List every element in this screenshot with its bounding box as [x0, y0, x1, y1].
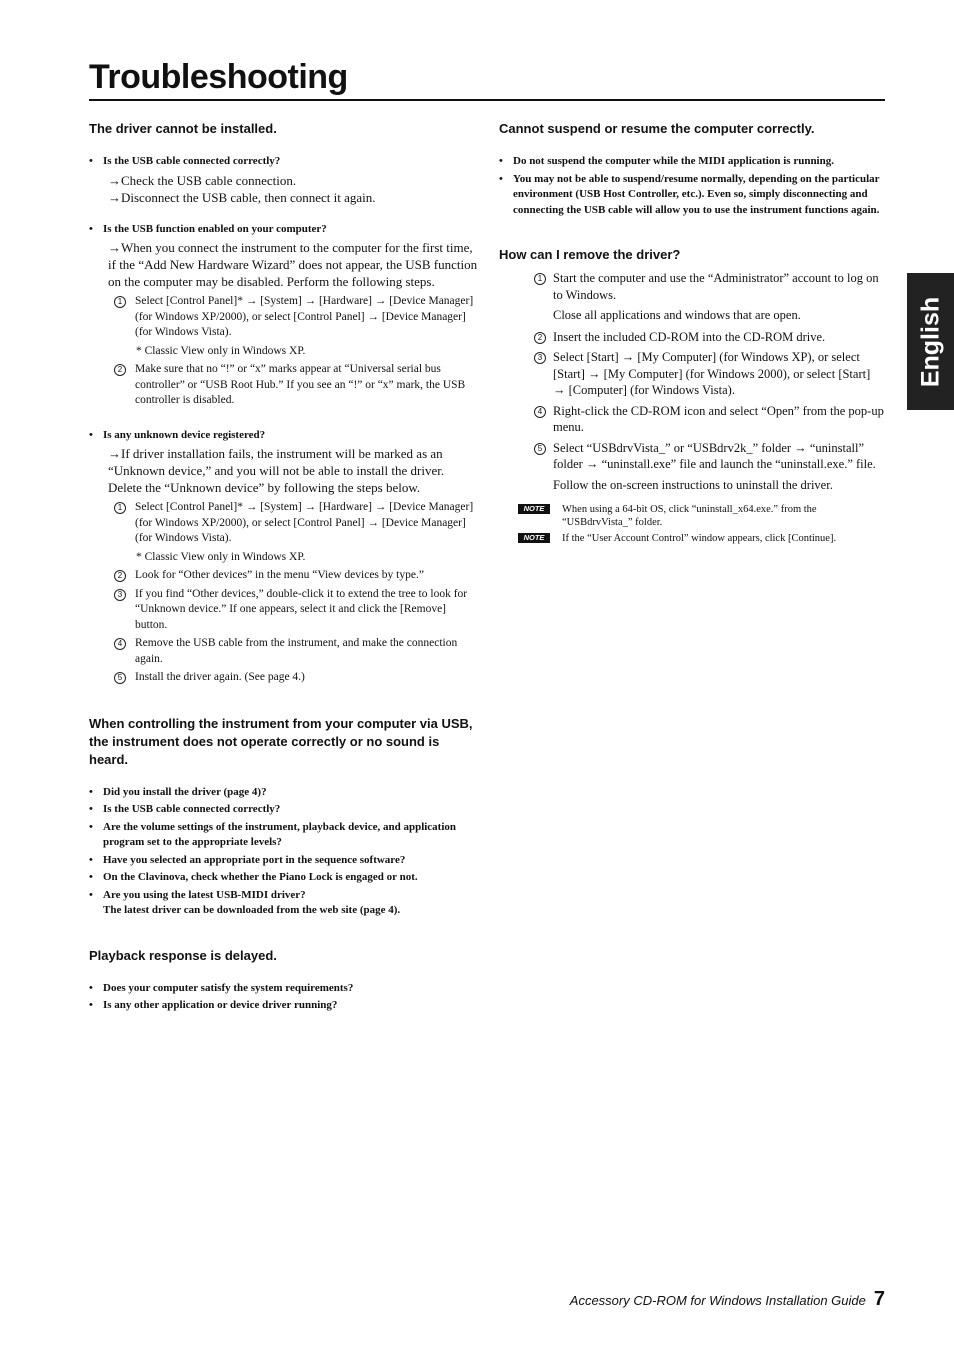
step-text: Make sure that no “!” or “x” marks appear at “Universal serial bus controller” or “USB Root Hub.” If you see an “!” or “x” mark, the USB controller is disabled. [135, 363, 466, 406]
step-text: Select “USBdrvVista_” or “USBdrv2k_” folder → “uninstall” folder → “uninstall.exe” file and launch the “uninstall.exe.” file. [553, 440, 876, 471]
step-item [89, 362, 479, 409]
step-text: Start the computer and use the “Administrator” account to log on to Windows. [553, 271, 879, 302]
step-note: Follow the on-screen instructions to uninstall the driver. [553, 477, 833, 492]
step-text: Select [Control Panel]* → [System] → [Hardware] → [Device Manager] (for Windows XP/2000), or select [Control Panel] → [Device Manager] (for Windows Vista). [135, 295, 474, 338]
step-number: 3 [114, 589, 126, 601]
step-item [499, 403, 885, 436]
question-item: • Did you install the driver (page 4)? [89, 785, 479, 801]
step-number: 5 [114, 672, 126, 684]
step-number: 5 [534, 443, 546, 455]
step-item [89, 587, 479, 634]
right-column [499, 120, 885, 548]
section-heading-install: The driver cannot be installed. [89, 121, 277, 136]
section-heading-no-sound: When controlling the instrument from your computer via USB, the instrument does not operate correctly or no sound is heard. [89, 715, 473, 767]
question-extra: The latest driver can be downloaded from the web site (page 4). [103, 904, 401, 916]
step-number: 2 [114, 364, 126, 376]
step-item [89, 568, 479, 584]
step-number: 1 [534, 273, 546, 285]
step-number: 4 [534, 406, 546, 418]
question-item: • Are the volume settings of the instrument, playback device, and application program set to the appropriate levels? [89, 820, 479, 851]
question-item: • Is any other application or device driver running? [89, 998, 479, 1014]
question-item [89, 888, 479, 919]
question-item: • Do not suspend the computer while the MIDI application is running. [499, 154, 885, 170]
step-text: Right-click the CD-ROM icon and select “Open” from the pop-up menu. [553, 403, 884, 434]
step-item [499, 270, 885, 303]
step-text: Remove the USB cable from the instrument, and make the connection again. [135, 637, 458, 665]
left-column [89, 120, 479, 1016]
step-item [89, 636, 479, 667]
step-text: Look for “Other devices” in the menu “View devices by type.” [135, 569, 424, 581]
step-text: Select [Control Panel]* → [System] → [Hardware] → [Device Manager] (for Windows XP/2000), or select [Control Panel] → [Device Manager] (for Windows Vista). [135, 501, 474, 544]
section-heading-remove-driver: How can I remove the driver? [499, 247, 681, 262]
step-item [89, 294, 479, 341]
step-text: Insert the included CD-ROM into the CD-ROM drive. [553, 329, 826, 344]
footnote: * Classic View only in Windows XP. [136, 344, 306, 357]
step-text: If you find “Other devices,” double-click it to extend the tree to look for “Unknown device.” If one appears, select it and click the [Remove] button. [135, 587, 468, 631]
step-number: 1 [114, 296, 126, 308]
answer-text: →If driver installation fails, the instrument will be marked as an “Unknown device,” and you will not be able to install the driver. Delete the “Unknown device” by following the steps below. [108, 446, 445, 495]
section-heading-playback: Playback response is delayed. [89, 947, 277, 963]
note-icon: NOTE [518, 504, 550, 514]
step-text: Select [Start] → [My Computer] (for Windows XP), or select [Start] → [My Computer] (for Windows 2000), or select [Start] → [Computer] (for Windows Vista). [553, 350, 871, 397]
note-text: If the “User Account Control” window appears, click [Continue]. [562, 533, 837, 544]
title-rule [89, 99, 885, 101]
question-item: • On the Clavinova, check whether the Piano Lock is engaged or not. [89, 870, 479, 886]
step-item [89, 670, 479, 686]
step-number: 1 [114, 502, 126, 514]
section-heading-suspend: Cannot suspend or resume the computer correctly. [499, 121, 815, 136]
language-tab [907, 273, 954, 410]
step-item [499, 329, 885, 346]
note-icon: NOTE [518, 533, 550, 543]
question-item: • Have you selected an appropriate port in the sequence software? [89, 853, 479, 869]
page-number: 7 [873, 1288, 885, 1310]
answer-text: →Disconnect the USB cable, then connect it again. [108, 189, 376, 205]
note-text: When using a 64-bit OS, click “uninstall_x64.exe.” from the “USBdrvVista_” folder. [562, 504, 817, 528]
answer-text: →Check the USB cable connection. [108, 172, 297, 188]
footnote: * Classic View only in Windows XP. [136, 550, 306, 563]
step-item [499, 349, 885, 399]
step-note: Close all applications and windows that are open. [553, 308, 801, 322]
question-item: • Does your computer satisfy the system requirements? [89, 981, 479, 997]
note-item [499, 503, 885, 529]
page-footer [570, 1286, 885, 1314]
page-title: Troubleshooting [89, 58, 348, 96]
question-usb-cable: • Is the USB cable connected correctly? [89, 154, 479, 170]
footer-title: Accessory CD-ROM for Windows Installation Guide [569, 1293, 866, 1308]
language-tab-label: English [916, 296, 945, 388]
step-item [499, 440, 885, 473]
question-text: Are you using the latest USB-MIDI driver? [103, 888, 306, 901]
question-unknown-device: • Is any unknown device registered? [89, 428, 479, 444]
step-text: Install the driver again. (See page 4.) [135, 671, 305, 683]
question-usb-function: • Is the USB function enabled on your computer? [89, 222, 479, 238]
step-number: 2 [114, 570, 126, 582]
step-number: 3 [534, 352, 546, 364]
question-item: • You may not be able to suspend/resume normally, depending on the particular environment (USB Host Controller, etc.). Even so, simply disconnecting and connecting the USB cable will allow you to use the instrument functions again. [499, 172, 885, 219]
answer-text: →When you connect the instrument to the computer for the first time, if the “Add New Hardware Wizard” does not appear, the USB function on the computer may be disabled. Perform the following steps. [108, 240, 478, 289]
question-item: • Is the USB cable connected correctly? [89, 802, 479, 818]
step-item [89, 500, 479, 547]
step-number: 4 [114, 638, 126, 650]
step-number: 2 [534, 332, 546, 344]
note-item [499, 532, 885, 545]
